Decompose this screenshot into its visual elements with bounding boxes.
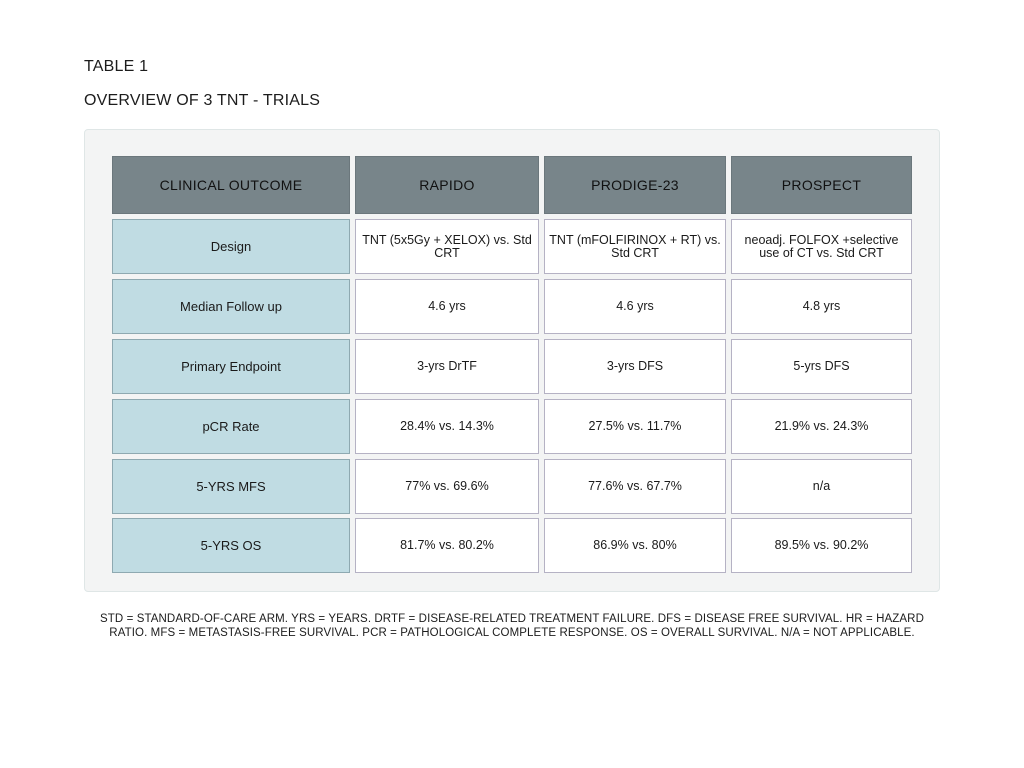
cell-mfs-prodige: 77.6% vs. 67.7% (544, 459, 726, 514)
row-label-5yrs-mfs: 5-YRS MFS (112, 459, 350, 514)
row-label-5yrs-os: 5-YRS OS (112, 518, 350, 573)
cell-os-prodige: 86.9% vs. 80% (544, 518, 726, 573)
cell-endpoint-rapido: 3-yrs DrTF (355, 339, 539, 394)
cell-pcr-rapido: 28.4% vs. 14.3% (355, 399, 539, 454)
cell-os-rapido: 81.7% vs. 80.2% (355, 518, 539, 573)
row-label-pcr-rate: pCR Rate (112, 399, 350, 454)
header-prodige-23: PRODIGE-23 (544, 156, 726, 214)
table-footnote: STD = STANDARD-OF-CARE ARM. YRS = YEARS. DRTF = DISEASE-RELATED TREATMENT FAILURE. DFS = DISEASE FREE SURVIVAL. HR = HAZARD RATIO. MFS = METASTASIS-FREE SURVIVAL. PCR = PATHOLOGICAL COMPLETE RESPONSE. OS = OVERALL SURVIVAL. N/A = NOT APPLICABLE. (100, 613, 924, 639)
cell-design-prospect: neoadj. FOLFOX +selective use of CT vs. Std CRT (731, 219, 912, 274)
cell-pcr-prospect: 21.9% vs. 24.3% (731, 399, 912, 454)
cell-design-prodige: TNT (mFOLFIRINOX + RT) vs. Std CRT (544, 219, 726, 274)
row-label-median-follow-up: Median Follow up (112, 279, 350, 334)
cell-mfs-rapido: 77% vs. 69.6% (355, 459, 539, 514)
cell-followup-prospect: 4.8 yrs (731, 279, 912, 334)
cell-followup-prodige: 4.6 yrs (544, 279, 726, 334)
cell-followup-rapido: 4.6 yrs (355, 279, 539, 334)
table-title: OVERVIEW OF 3 TNT - TRIALS (84, 92, 321, 109)
cell-endpoint-prodige: 3-yrs DFS (544, 339, 726, 394)
header-rapido: RAPIDO (355, 156, 539, 214)
row-label-primary-endpoint: Primary Endpoint (112, 339, 350, 394)
table-label: TABLE 1 (84, 58, 149, 75)
row-label-design: Design (112, 219, 350, 274)
cell-pcr-prodige: 27.5% vs. 11.7% (544, 399, 726, 454)
header-prospect: PROSPECT (731, 156, 912, 214)
cell-design-rapido: TNT (5x5Gy + XELOX) vs. Std CRT (355, 219, 539, 274)
cell-os-prospect: 89.5% vs. 90.2% (731, 518, 912, 573)
cell-endpoint-prospect: 5-yrs DFS (731, 339, 912, 394)
cell-mfs-prospect: n/a (731, 459, 912, 514)
header-clinical-outcome: CLINICAL OUTCOME (112, 156, 350, 214)
